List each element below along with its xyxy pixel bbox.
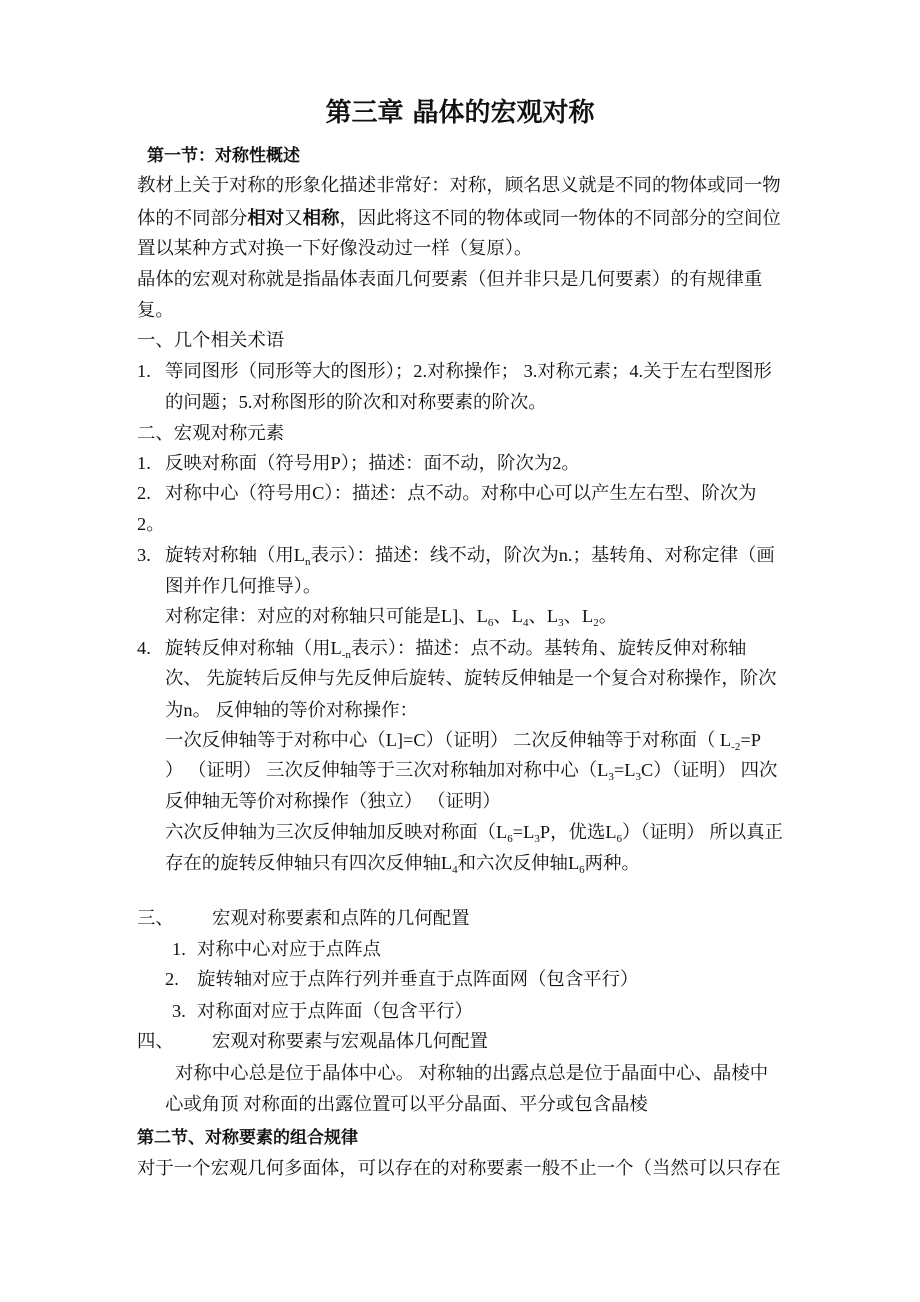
list-marker: 1. <box>137 361 151 381</box>
text-segment: 晶体的宏观对称就是指晶体表面几何要素（但并非只是几何要素）的有规律重 <box>137 269 763 289</box>
text-line <box>137 512 165 536</box>
text-segment: 对称中心总是位于晶体中心。 对称轴的出露点总是位于晶面中心、晶棱中 <box>175 1063 769 1083</box>
text-segment: 体的不同部分 <box>137 208 248 228</box>
bold-text: 相对 <box>247 208 285 228</box>
subscript: 2 <box>593 617 599 629</box>
text-line <box>137 236 532 260</box>
text-segment: 表示）：描述：线不动，阶次为n.；基转角、对称定律（画 <box>310 545 775 565</box>
text-line <box>165 451 580 475</box>
text-line <box>165 789 501 813</box>
text-segment: 一次反伸轴等于对称中心（L]=C）（证明） 二次反伸轴等于对称面（ L <box>165 730 732 750</box>
text-segment: 对称中心（符号用C）：描述：点不动。对称中心可以产生左右型、阶次为 <box>165 483 757 503</box>
text-line <box>165 1092 648 1116</box>
text-segment: 置以某种方式对换一下好像没动过一样（复原）。 <box>137 238 533 258</box>
text-line <box>197 967 638 991</box>
text-segment: 存在的旋转反伸轴只有四次反伸轴L <box>165 853 453 873</box>
text-segment: 旋转反伸对称轴（用L <box>165 638 342 658</box>
text-line <box>137 206 781 230</box>
list-marker: 1. <box>172 939 186 959</box>
text-segment: 教材上关于对称的形象化描述非常好：对称，顾名思义就是不同的物体或同一物 <box>137 175 781 195</box>
text-line <box>165 820 783 844</box>
subscript: 6 <box>616 833 623 845</box>
list-marker: 1. <box>137 453 151 473</box>
text-segment: 、L <box>528 606 559 626</box>
subscript: -n <box>341 649 351 661</box>
section-heading: 第二节、对称要素的组合规律 <box>137 1128 358 1148</box>
text-segment: 次、 先旋转后反伸与先反伸后旋转、旋转反伸轴是一个复合对称操作，阶次 <box>165 668 777 688</box>
list-marker: 3. <box>137 545 151 565</box>
text-segment: 反映对称面（符号用P）；描述：面不动，阶次为2。 <box>165 453 580 473</box>
text-line <box>137 173 781 197</box>
text-segment: 复。 <box>137 300 174 320</box>
subscript: 3 <box>534 833 540 845</box>
text-line <box>165 636 746 660</box>
text-segment: 对于一个宏观几何多面体，可以存在的对称要素一般不止一个（当然可以只存在 <box>137 1158 781 1178</box>
list-marker: 四、 <box>137 1031 174 1051</box>
subscript: n <box>304 556 311 568</box>
text-segment: 表示）：描述：点不动。基转角、旋转反伸对称轴 <box>350 638 747 658</box>
text-segment: ，因此将这不同的物体或同一物体的不同部分的空间位 <box>339 208 781 228</box>
text-segment: 宏观对称要素与宏观晶体几何配置 <box>212 1031 488 1051</box>
list-marker: 2. <box>137 483 151 503</box>
text-segment: 对称面对应于点阵面（包含平行） <box>197 1001 473 1021</box>
subscript: 6 <box>507 833 513 845</box>
text-segment: 一、几个相关术语 <box>137 330 285 350</box>
chapter-title: 第三章 晶体的宏观对称 <box>325 98 595 128</box>
text-segment: 为n。 反伸轴的等价对称操作： <box>165 700 418 720</box>
text-line <box>165 666 777 690</box>
text-line <box>137 298 174 322</box>
text-line <box>165 728 761 752</box>
text-segment: 等同图形（同形等大的图形）；2.对称操作； 3.对称元素；4.关于左右型图形 <box>165 361 772 381</box>
subscript: 4 <box>522 617 529 629</box>
text-line <box>165 604 617 628</box>
text-line <box>165 359 772 383</box>
text-segment: 、L <box>563 606 594 626</box>
text-segment: =L <box>512 822 535 842</box>
subscript: -2 <box>731 741 741 753</box>
text-line <box>165 543 775 567</box>
text-segment: 和六次反伸轴L <box>457 853 580 873</box>
text-segment: C）（证明） 四次 <box>641 760 778 780</box>
text-line <box>165 390 547 414</box>
text-line <box>165 481 757 505</box>
text-segment: 图并作几何推导）。 <box>165 576 322 596</box>
text-segment: 又 <box>284 208 303 228</box>
text-segment: 的问题；5.对称图形的阶次和对称要素的阶次。 <box>165 392 547 412</box>
text-segment: P，优选L <box>539 822 617 842</box>
text-line <box>165 851 640 875</box>
text-segment: 二、宏观对称元素 <box>137 423 285 443</box>
subscript: 6 <box>487 617 494 629</box>
text-segment: =P <box>740 730 761 750</box>
text-segment: =L <box>613 760 636 780</box>
text-line <box>137 1125 358 1150</box>
text-segment: 。 <box>598 606 618 626</box>
text-line <box>147 143 300 168</box>
text-line <box>165 698 418 722</box>
subscript: 6 <box>579 864 585 876</box>
text-segment: 、L <box>493 606 523 626</box>
text-segment: 宏观对称要素和点阵的几何配置 <box>212 908 470 928</box>
subscript: 3 <box>608 771 614 783</box>
text-segment: 旋转轴对应于点阵行列并垂直于点阵面网（包含平行） <box>197 969 639 989</box>
text-line <box>137 1156 781 1180</box>
text-line <box>165 758 777 782</box>
section-heading: 第一节：对称性概述 <box>147 146 300 166</box>
text-segment: 六次反伸轴为三次反伸轴加反映对称面（L <box>165 822 508 842</box>
text-line <box>212 1029 488 1053</box>
text-segment: 两种。 <box>584 853 640 873</box>
list-marker: 2. <box>165 969 179 989</box>
text-segment: 旋转对称轴（用L <box>165 545 305 565</box>
subscript: 3 <box>635 771 642 783</box>
list-marker: 3. <box>172 1001 186 1021</box>
text-line <box>175 1061 768 1085</box>
text-segment: ）（证明） 所以真正 <box>622 822 783 842</box>
list-marker: 4. <box>137 638 151 658</box>
text-line <box>197 999 473 1023</box>
text-line <box>165 574 321 598</box>
text-segment: 反伸轴无等价对称操作（独立） （证明） <box>165 791 501 811</box>
text-segment: 2。 <box>137 514 165 534</box>
text-segment: 对称中心对应于点阵点 <box>197 939 381 959</box>
subscript: 3 <box>558 617 564 629</box>
list-marker: 三、 <box>137 908 174 928</box>
text-line <box>137 328 284 352</box>
text-segment: 对称定律：对应的对称轴只可能是L]、L <box>165 606 488 626</box>
text-segment: ） （证明） 三次反伸轴等于三次对称轴加对称中心（L <box>165 760 609 780</box>
subscript: 4 <box>452 864 458 876</box>
text-line <box>137 421 284 445</box>
bold-text: 相称 <box>302 208 340 228</box>
text-segment: 心或角顶 对称面的出露位置可以平分晶面、平分或包含晶棱 <box>165 1094 648 1114</box>
text-line <box>212 906 469 930</box>
text-line <box>137 267 762 291</box>
text-line <box>197 937 381 961</box>
